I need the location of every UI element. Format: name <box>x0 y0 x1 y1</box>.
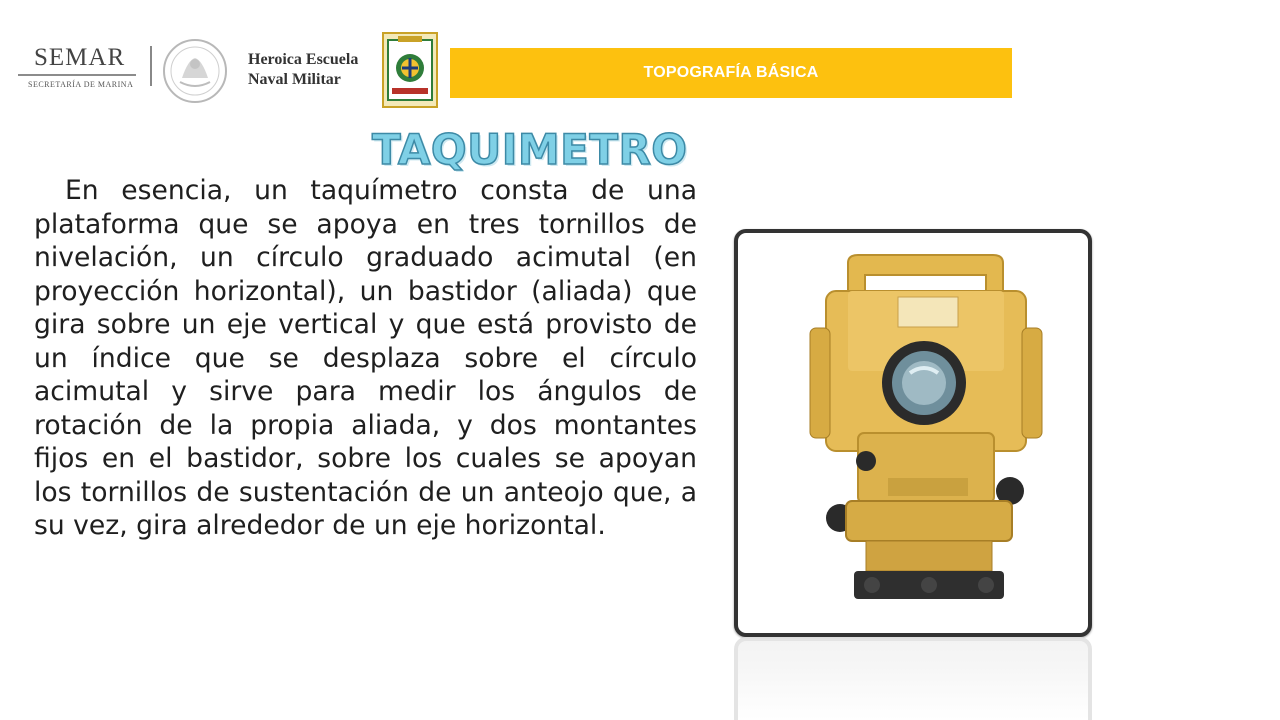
course-title: TOPOGRAFÍA BÁSICA <box>643 64 819 81</box>
school-name <box>248 50 373 90</box>
course-banner <box>450 48 1012 98</box>
school-name-line1: Heroica Escuela <box>248 51 359 68</box>
semar-subtitle: SECRETARÍA DE MARINA <box>28 80 134 89</box>
semar-logo <box>18 44 138 94</box>
semar-rule <box>18 74 136 76</box>
slide-title: TAQUIMETRO <box>372 125 688 174</box>
school-crest-icon <box>382 32 438 108</box>
semar-wordmark: SEMAR <box>34 44 126 71</box>
photo-reflection <box>734 637 1092 720</box>
total-station-illustration <box>738 233 1088 633</box>
slide-body-text: En esencia, un taquímetro consta de una plataforma que se apoya en tres tornillos de nivelación, un círculo graduado acimutal (en proyección horizontal), un bastidor (aliada) que gira sobre un eje vertical y que está provisto de un índice que se desplaza sobre el círculo acimutal y sirve para medir los ángulos de rotación de la propia aliada, y dos montantes fijos en el bastidor, sobre los cuales se apoyan los tornillos de sustentación de un anteojo que, a su vez, gira alrededor de un eje horizontal. <box>34 175 697 541</box>
instrument-photo <box>734 229 1092 637</box>
national-seal-icon <box>162 38 228 104</box>
header-divider <box>150 46 152 86</box>
school-name-line2: Naval Militar <box>248 71 341 88</box>
